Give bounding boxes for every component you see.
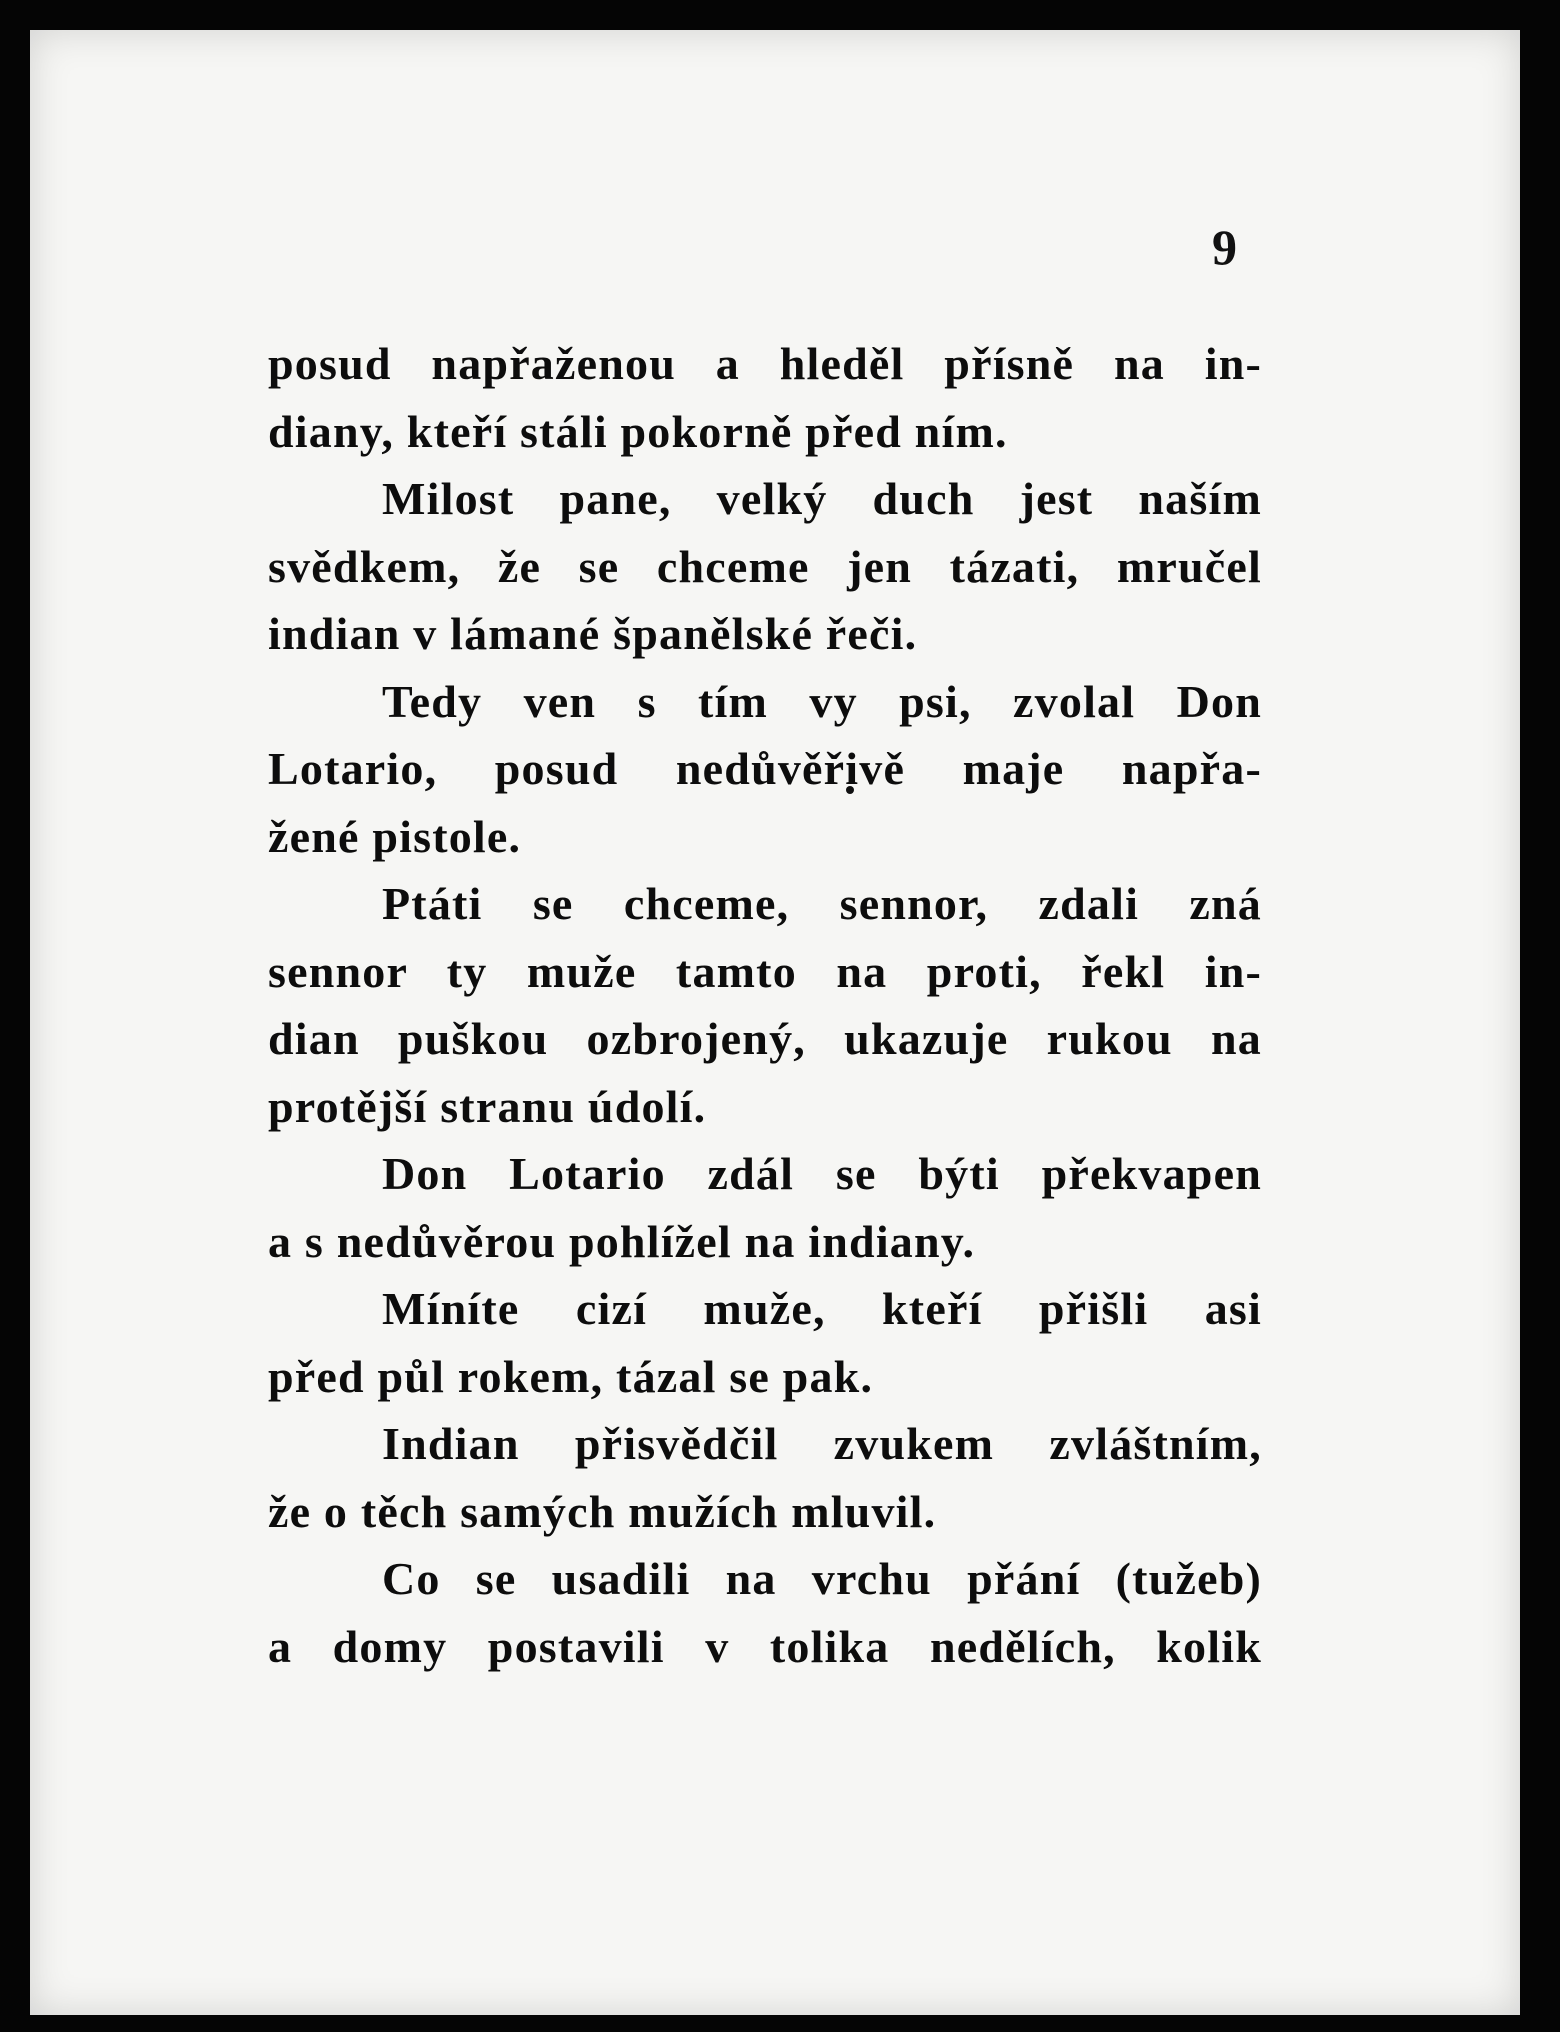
text-line: a domy postavili v tolika nedělích, kolik	[268, 1620, 1262, 1672]
text-line: Lotario, posud nedůvěřivě maje napřa-	[268, 743, 1262, 794]
text-line: sennor ty muže tamto na proti, řekl in-	[268, 945, 1262, 997]
text-line: že o těch samých mužích mluvil.	[268, 1485, 937, 1537]
text-line: Tedy ven s tím vy psi, zvolal Don	[382, 675, 1262, 727]
text-line: diany, kteří stáli pokorně před ním.	[268, 405, 1008, 457]
text-line: indian v lámané španělské řeči.	[268, 608, 918, 659]
text-line: před půl rokem, tázal se pak.	[268, 1350, 874, 1402]
text-line: Co se usadili na vrchu přání (tužeb)	[382, 1553, 1262, 1604]
page-text	[268, 330, 1262, 1680]
book-page	[30, 30, 1520, 2015]
text-line: Indian přisvědčil zvukem zvláštním,	[382, 1418, 1262, 1469]
text-line: svědkem, že se chceme jen tázati, mručel	[268, 540, 1262, 592]
text-line: Milost pane, velký duch jest naším	[382, 473, 1262, 524]
text-line: posud napřaženou a hleděl přísně na in-	[268, 338, 1262, 389]
text-line: dian puškou ozbrojený, ukazuje rukou na	[268, 1013, 1262, 1064]
text-line: žené pistole.	[268, 810, 522, 862]
text-line: a s nedůvěrou pohlížel na indiany.	[268, 1215, 976, 1267]
text-line: Ptáti se chceme, sennor, zdali zná	[382, 878, 1262, 929]
text-line: Míníte cizí muže, kteří přišli asi	[382, 1283, 1262, 1334]
page-number: 9	[1212, 219, 1237, 275]
text-line: Don Lotario zdál se býti překvapen	[382, 1148, 1262, 1199]
text-line: protější stranu údolí.	[268, 1080, 707, 1132]
